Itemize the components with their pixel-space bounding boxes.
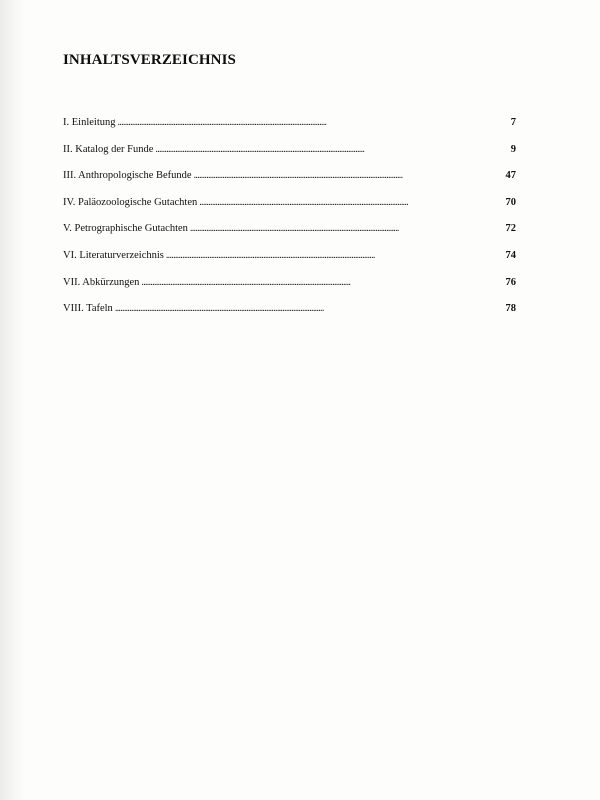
toc-entry-label: VI. Literaturverzeichnis (63, 249, 164, 261)
toc-page-number: 70 (505, 196, 516, 208)
dot-leader (155, 137, 476, 164)
table-of-contents (63, 110, 516, 323)
toc-entry-label: VIII. Tafeln (63, 303, 113, 315)
page-title: INHALTSVERZEICHNIS (63, 52, 236, 68)
toc-entry-anthropologische-befunde (63, 163, 516, 190)
toc-entry-label: V. Petrographische Gutachten (63, 223, 188, 235)
toc-entry-label: IV. Paläozoologische Gutachten (63, 196, 198, 208)
dot-leader (166, 243, 476, 270)
toc-entry-label: III. Anthropologische Befunde (63, 170, 192, 182)
scan-shadow (0, 0, 24, 800)
toc-entry-abkuerzungen (63, 270, 516, 297)
dot-leader (118, 110, 477, 137)
toc-entry-label: II. Katalog der Funde (63, 143, 154, 155)
toc-entry-literaturverzeichnis (63, 243, 516, 270)
dot-leader (115, 296, 476, 323)
toc-entry-label: VII. Abkürzungen (63, 276, 140, 288)
toc-entry-einleitung (63, 110, 516, 137)
dot-leader (194, 163, 476, 190)
dot-leader (199, 190, 476, 217)
toc-page-number: 7 (510, 117, 516, 128)
toc-page-number: 74 (505, 249, 516, 261)
toc-page-number: 72 (505, 223, 516, 235)
toc-entry-petrographische-gutachten (63, 216, 516, 243)
dot-leader (141, 270, 476, 297)
toc-page-number: 76 (505, 276, 516, 288)
toc-page-number: 47 (505, 170, 516, 182)
toc-entry-label: I. Einleitung (63, 117, 116, 128)
toc-entry-tafeln (63, 296, 516, 323)
toc-entry-katalog (63, 137, 516, 164)
dot-leader (190, 216, 476, 243)
toc-entry-palaeozoologische-gutachten (63, 190, 516, 217)
toc-page-number: 78 (505, 303, 516, 315)
toc-page-number: 9 (510, 143, 516, 155)
